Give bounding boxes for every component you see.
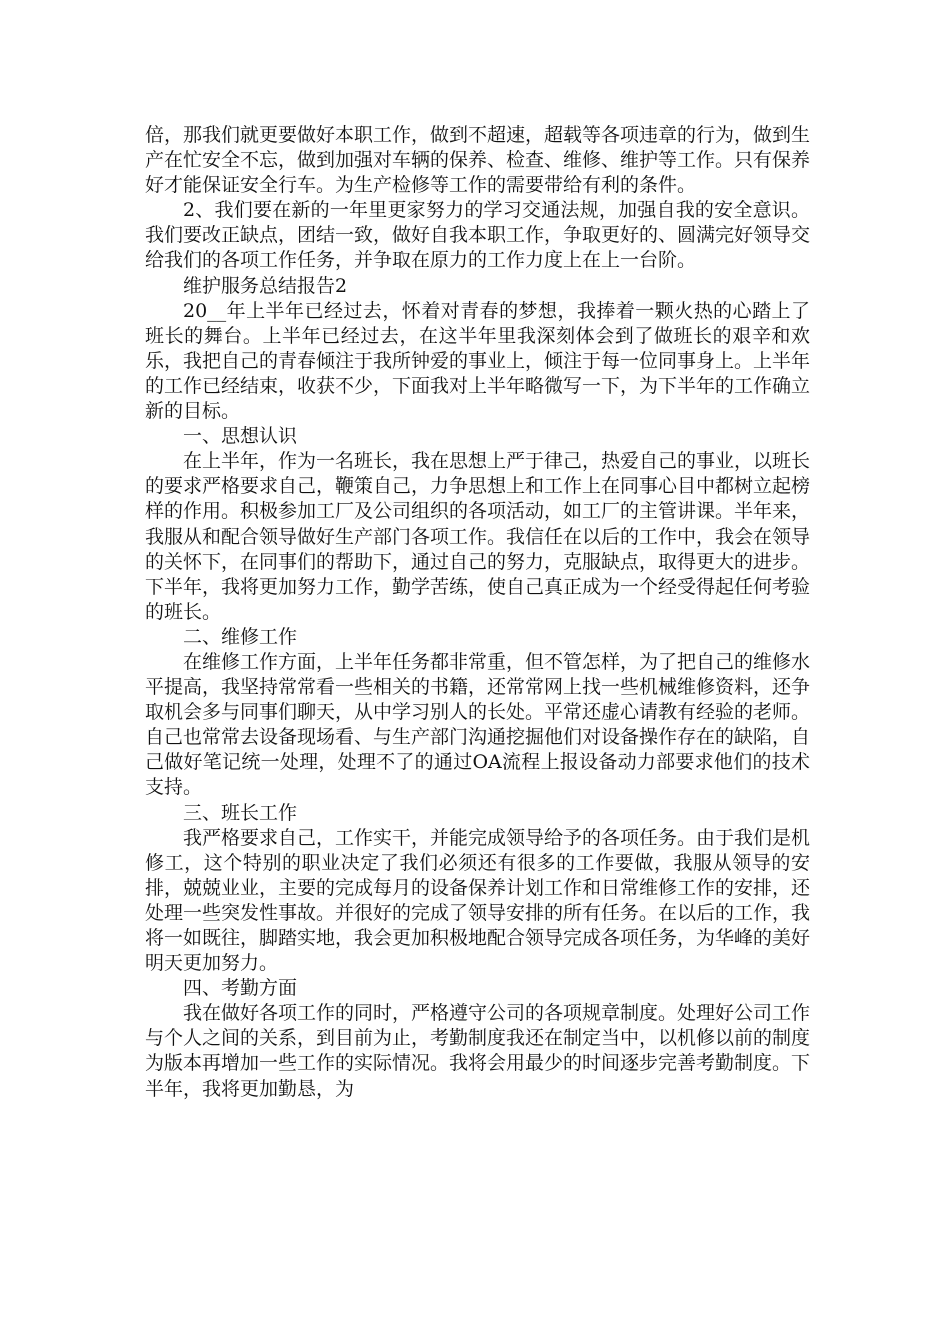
paragraph-section-2: 在维修工作方面，上半年任务都非常重，但不管怎样，为了把自己的维修水平提高，我坚持常常看一些相关的书籍，还常常网上找一些机械维修资料，还争取机会多与同事们聊天，从中学习别人的长处。平常还虚心请教有经验的老师。自己也常常去设备现场看、与生产部门沟通挖掘他们对设备操作存在的缺陷，自己做好笔记统一处理，处理不了的通过OA流程上报设备动力部要求他们的技术支持。 bbox=[145, 650, 811, 799]
paragraph-section-4: 我在做好各项工作的同时，严格遵守公司的各项规章制度。处理好公司工作与个人之间的关系，到目前为止，考勤制度我还在制定当中，以机修以前的制度为版本再增加一些工作的实际情况。我将会用最少的时间逐步完善考勤制度。下半年，我将更加勤恳，为 bbox=[145, 1002, 811, 1100]
section-heading-2: 二、维修工作 bbox=[183, 625, 298, 648]
document-body bbox=[145, 123, 810, 1102]
section-heading-1: 一、思想认识 bbox=[183, 425, 298, 448]
paragraph-intro: 20__年上半年已经过去，怀着对青春的梦想，我捧着一颗火热的心踏上了班长的舞台。上半年已经过去，在这半年里我深刻体会到了做班长的艰辛和欢乐，我把自己的青春倾注于我所钟爱的事业上，倾注于每一位同事身上。上半年的工作已经结束，收获不少，下面我对上半年略微写一下，为下半年的工作确立新的目标。 bbox=[145, 299, 811, 423]
report-title: 维护服务总结报告2 bbox=[183, 274, 348, 297]
section-heading-3: 三、班长工作 bbox=[183, 801, 298, 824]
paragraph-section-3: 我严格要求自己，工作实干，并能完成领导给予的各项任务。由于我们是机修工，这个特别的职业决定了我们必须还有很多的工作要做，我服从领导的安排，兢兢业业，主要的完成每月的设备保养计划工作和日常维修工作的安排，还处理一些突发性事故。并很好的完成了领导安排的所有任务。在以后的工作，我将一如既往，脚踏实地，我会更加积极地配合领导完成各项任务，为华峰的美好明天更加努力。 bbox=[145, 826, 811, 975]
paragraph-item-2: 2、我们要在新的一年里更家努力的学习交通法规，加强自我的安全意识。我们要改正缺点，团结一致，做好自我本职工作，争取更好的、圆满完好领导交给我们的各项工作任务，并争取在原力的工作力度上在上一台阶。 bbox=[145, 199, 811, 272]
paragraph-continued: 倍，那我们就更要做好本职工作，做到不超速，超载等各项违章的行为，做到生产在忙安全不忘，做到加强对车辆的保养、检查、维修、维护等工作。只有保养好才能保证安全行车。为生产检修等工作的需要带给有利的条件。 bbox=[145, 124, 811, 197]
section-heading-4: 四、考勤方面 bbox=[183, 977, 298, 1000]
paragraph-section-1: 在上半年，作为一名班长，我在思想上严于律己，热爱自己的事业，以班长的要求严格要求自己，鞭策自己，力争思想上和工作上在同事心目中都树立起榜样的作用。积极参加工厂及公司组织的各项活动，如工厂的主管讲课。半年来，我服从和配合领导做好生产部门各项工作。我信任在以后的工作中，我会在领导的关怀下，在同事们的帮助下，通过自己的努力，克服缺点，取得更大的进步。下半年，我将更加努力工作，勤学苦练，使自己真正成为一个经受得起任何考验的班长。 bbox=[145, 450, 811, 623]
